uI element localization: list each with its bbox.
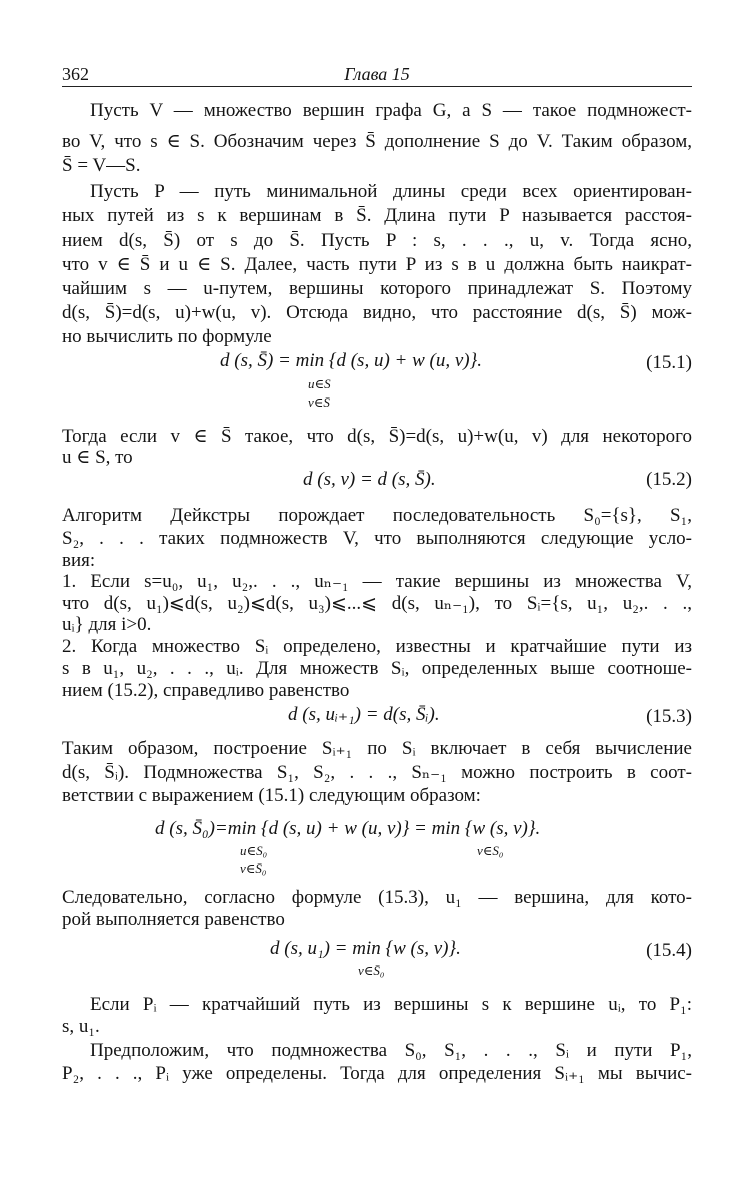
text-line: Таким образом, построение Sᵢ₊₁ по Sᵢ включает в себя вычисление (62, 738, 692, 759)
text-line: Предположим, что подмножества S₀, S₁, . . ., Sᵢ и пути P₁, (90, 1040, 692, 1061)
text-line: Пусть P — путь минимальной длины среди всех ориентирован- (90, 181, 692, 202)
text-line: 2. Когда множество Sᵢ определено, известны и кратчайшие пути из (62, 636, 692, 657)
text-line: d(s, S̄ᵢ). Подмножества S₁, S₂, . . ., Sₙ₋₁ можно построить в соот- (62, 762, 692, 783)
text-line: что v ∈ S̄ и u ∈ S. Далее, часть пути P из s в u должна быть наикрат- (62, 254, 692, 275)
equation-number: (15.4) (646, 940, 692, 961)
text-line: во V, что s ∈ S. Обозначим через S̄ дополнение S до V. Таким образом, (62, 131, 692, 152)
text-line: 1. Если s=u₀, u₁, u₂,. . ., uₙ₋₁ — такие вершины из множества V, (62, 571, 692, 592)
text-line: u ∈ S, то (62, 447, 133, 468)
text-line: d(s, S̄)=d(s, u)+w(u, v). Отсюда видно, что расстояние d(s, S̄) мож- (62, 302, 692, 323)
equation-15-4-subscript: v∈S̄₀ (358, 963, 385, 978)
text-line: нием (15.2), справедливо равенство (62, 680, 350, 701)
text-line: Алгоритм Дейкстры порождает последовательность S₀={s}, S₁, (62, 505, 692, 526)
text-line: s, u₁. (62, 1016, 100, 1037)
equation-number: (15.3) (646, 706, 692, 727)
text-line: S₂, . . . таких подмножеств V, что выполняются следующие усло- (62, 528, 692, 549)
equation-subscript: v∈S₀ (477, 843, 504, 858)
equation-15-2: d (s, v) = d (s, S̄). (303, 469, 436, 490)
text-line: P₂, . . ., Pᵢ уже определены. Тогда для определения Sᵢ₊₁ мы вычис- (62, 1063, 692, 1084)
running-head: Глава 15 (344, 64, 410, 84)
text-line: нием d(s, S̄) от s до S̄. Пусть P : s, . . ., u, v. Тогда ясно, (62, 230, 692, 251)
page-number: 362 (62, 64, 89, 84)
equation-15-1-subscript: u∈S (308, 376, 331, 391)
text-line: но вычислить по формуле (62, 326, 272, 347)
equation-15-1-subscript: v∈S̄ (308, 395, 330, 410)
equation-dijkstra-initial: d (s, S̄₀)=min {d (s, u) + w (u, v)} = min {w (s, v)}. (155, 818, 541, 839)
text-line: Пусть V — множество вершин графа G, а S — такое подмножест- (90, 100, 692, 121)
text-line: рой выполняется равенство (62, 909, 285, 930)
text-line: uᵢ} для i>0. (62, 614, 152, 635)
text-line: S̄ = V—S. (62, 155, 141, 176)
equation-number: (15.1) (646, 352, 692, 373)
equation-15-1: d (s, S̄) = min {d (s, u) + w (u, v)}. (220, 350, 482, 371)
text-line: Тогда если v ∈ S̄ такое, что d(s, S̄)=d(s, u)+w(u, v) для некоторого (62, 426, 692, 447)
text-line: вия: (62, 550, 96, 571)
page-header (62, 58, 692, 87)
text-line: что d(s, u₁)⩽d(s, u₂)⩽d(s, u₃)⩽...⩽ d(s, uₙ₋₁), то Sᵢ={s, u₁, u₂,. . ., (62, 593, 692, 614)
text-line: Если Pᵢ — кратчайший путь из вершины s к вершине uᵢ, то P₁: (90, 994, 692, 1015)
text-line: s в u₁, u₂, . . ., uᵢ. Для множеств Sᵢ, определенных выше соотноше- (62, 658, 692, 679)
equation-number: (15.2) (646, 469, 692, 490)
text-line: Следовательно, согласно формуле (15.3), u₁ — вершина, для кото- (62, 887, 692, 908)
equation-15-4: d (s, u₁) = min {w (s, v)}. (270, 938, 461, 959)
text-line: ных путей из s к вершинам в S̄. Длина пути P называется расстоя- (62, 205, 692, 226)
text-line: чайшим s — u-путем, вершины которого принадлежат S. Поэтому (62, 278, 692, 299)
text-line: ветствии с выражением (15.1) следующим образом: (62, 785, 481, 806)
equation-subscript: u∈S₀ (240, 843, 268, 858)
equation-15-3: d (s, uᵢ₊₁) = d(s, S̄ᵢ). (288, 704, 440, 725)
equation-subscript: v∈S̄₀ (240, 861, 267, 876)
